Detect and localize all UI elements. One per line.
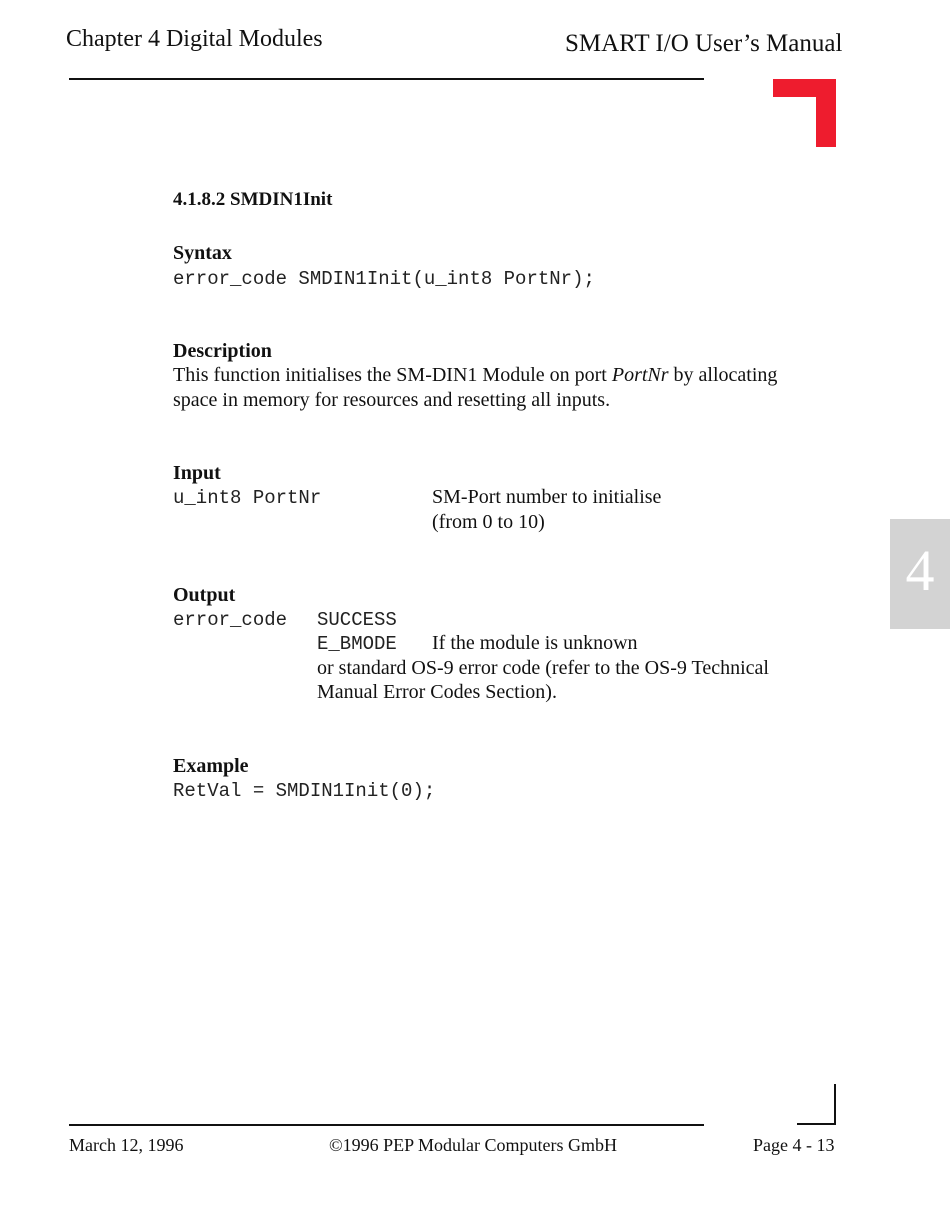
syntax-heading: Syntax [173,242,232,264]
bottom-corner-mark-v [834,1084,836,1125]
input-heading: Input [173,462,221,484]
header-manual-title: SMART I/O User’s Manual [565,30,843,57]
description-heading: Description [173,340,272,362]
description-line-1 [173,364,777,387]
footer-rule [69,1124,704,1126]
output-line-4: Manual Error Codes Section). [317,681,557,703]
description-line-2: space in memory for resources and resetting all inputs. [173,389,611,411]
footer-date: March 12, 1996 [69,1135,184,1155]
footer-page-number: Page 4 - 13 [753,1135,835,1155]
header-rule [69,78,704,80]
output-line-3: or standard OS-9 error code (refer to the OS-9 Technical [317,657,769,679]
chapter-tab [890,519,950,629]
header-chapter: Chapter 4 Digital Modules [66,26,323,52]
output-success: SUCCESS [317,609,397,631]
input-desc-line-1: SM-Port number to initialise [432,486,662,508]
input-desc-line-2: (from 0 to 10) [432,511,545,533]
bottom-corner-mark-h [797,1123,836,1125]
footer-copyright: ©1996 PEP Modular Computers GmbH [329,1135,618,1155]
description-line-1-pre: This function initialises the SM-DIN1 Module on port [173,364,612,386]
input-param: u_int8 PortNr [173,487,322,509]
output-bmode-desc: If the module is unknown [432,632,638,654]
example-heading: Example [173,755,249,777]
section-title: 4.1.8.2 SMDIN1Init [173,189,333,210]
output-type: error_code [173,609,288,631]
description-line-1-post: by allocating [668,364,778,386]
red-corner-mark-side [816,79,836,147]
output-bmode: E_BMODE [317,633,397,655]
syntax-code: error_code SMDIN1Init(u_int8 PortNr); [173,268,595,290]
example-code: RetVal = SMDIN1Init(0); [173,780,436,802]
chapter-tab-number: 4 [905,538,935,603]
description-param-italic: PortNr [611,364,669,386]
output-heading: Output [173,584,236,606]
